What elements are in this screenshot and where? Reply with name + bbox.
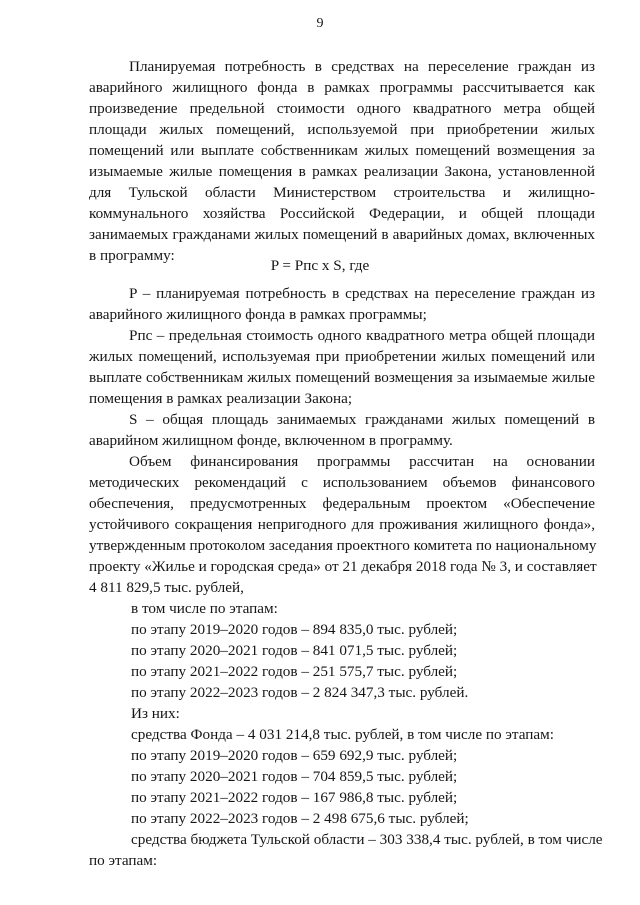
text-line: площади жилых помещений, используемой при приобретении жилых (89, 121, 595, 138)
text-line: методических рекомендаций с использованием объемов финансового (89, 474, 595, 491)
text-line: средства бюджета Тульской области – 303 338,4 тыс. рублей, в том числе (131, 831, 603, 848)
text-line: по этапу 2021–2022 годов – 251 575,7 тыс. рублей; (131, 663, 458, 680)
text-line: обеспечения, предусмотренных федеральным проектом «Обеспечение (89, 495, 595, 512)
text-line: жилых помещений, используемая при приобретении жилых помещений или (89, 348, 595, 365)
text-line: по этапу 2022–2023 годов – 2 498 675,6 тыс. рублей; (131, 810, 469, 827)
text-line: изымаемые жилые помещения в рамках реализации Закона, установленной (89, 163, 595, 180)
text-line: P – планируемая потребность в средствах на переселение граждан из (129, 285, 595, 302)
text-line: по этапу 2019–2020 годов – 659 692,9 тыс. рублей; (131, 747, 458, 764)
page-number: 9 (316, 16, 324, 31)
text-line: коммунального хозяйства Российской Федерации, и общей площади (89, 205, 595, 222)
text-line: выплате собственникам жилых помещений возмещения за изымаемые жилые (89, 369, 595, 386)
text-line: занимаемых гражданами жилых помещений в аварийных домах, включенных (89, 226, 595, 243)
text-line: помещений или выплате собственникам жилых помещений возмещения за (89, 142, 595, 159)
text-line: утвержденным протоколом заседания проектного комитета по национальному (89, 537, 597, 554)
text-line: по этапу 2019–2020 годов – 894 835,0 тыс. рублей; (131, 621, 458, 638)
text-line: по этапу 2020–2021 годов – 841 071,5 тыс. рублей; (131, 642, 458, 659)
text-line: S – общая площадь занимаемых гражданами жилых помещений в (129, 411, 595, 428)
text-line: 4 811 829,5 тыс. рублей, (89, 579, 244, 596)
text-line: Из них: (131, 705, 180, 722)
text-line: в программу: (89, 247, 175, 264)
text-line: Планируемая потребность в средствах на переселение граждан из (129, 58, 595, 75)
text-line: Объем финансирования программы рассчитан на основании (129, 453, 595, 470)
text-line: по этапам: (89, 852, 158, 869)
text-line: Pпс – предельная стоимость одного квадратного метра общей площади (129, 327, 595, 344)
text-line: проекту «Жилье и городская среда» от 21 декабря 2018 года № 3, и составляет (89, 558, 597, 575)
text-line: по этапу 2020–2021 годов – 704 859,5 тыс. рублей; (131, 768, 458, 785)
text-line: в том числе по этапам: (131, 600, 278, 617)
text-line: аварийного жилищного фонда в рамках программы рассчитывается как (89, 79, 595, 96)
text-line: для Тульской области Министерством строительства и жилищно- (89, 184, 595, 201)
text-line: аварийного жилищного фонда в рамках программы; (89, 306, 427, 323)
text-line: устойчивого сокращения непригодного для проживания жилищного фонда», (89, 516, 595, 533)
text-line: средства Фонда – 4 031 214,8 тыс. рублей, в том числе по этапам: (131, 726, 554, 743)
formula: P = Pпс x S, где (270, 257, 370, 274)
text-line: по этапу 2022–2023 годов – 2 824 347,3 тыс. рублей. (131, 684, 469, 701)
text-line: по этапу 2021–2022 годов – 167 986,8 тыс. рублей; (131, 789, 458, 806)
text-line: аварийном жилищном фонде, включенном в программу. (89, 432, 453, 449)
text-line: произведение предельной стоимости одного квадратного метра общей (89, 100, 595, 117)
text-line: помещения в рамках реализации Закона; (89, 390, 353, 407)
